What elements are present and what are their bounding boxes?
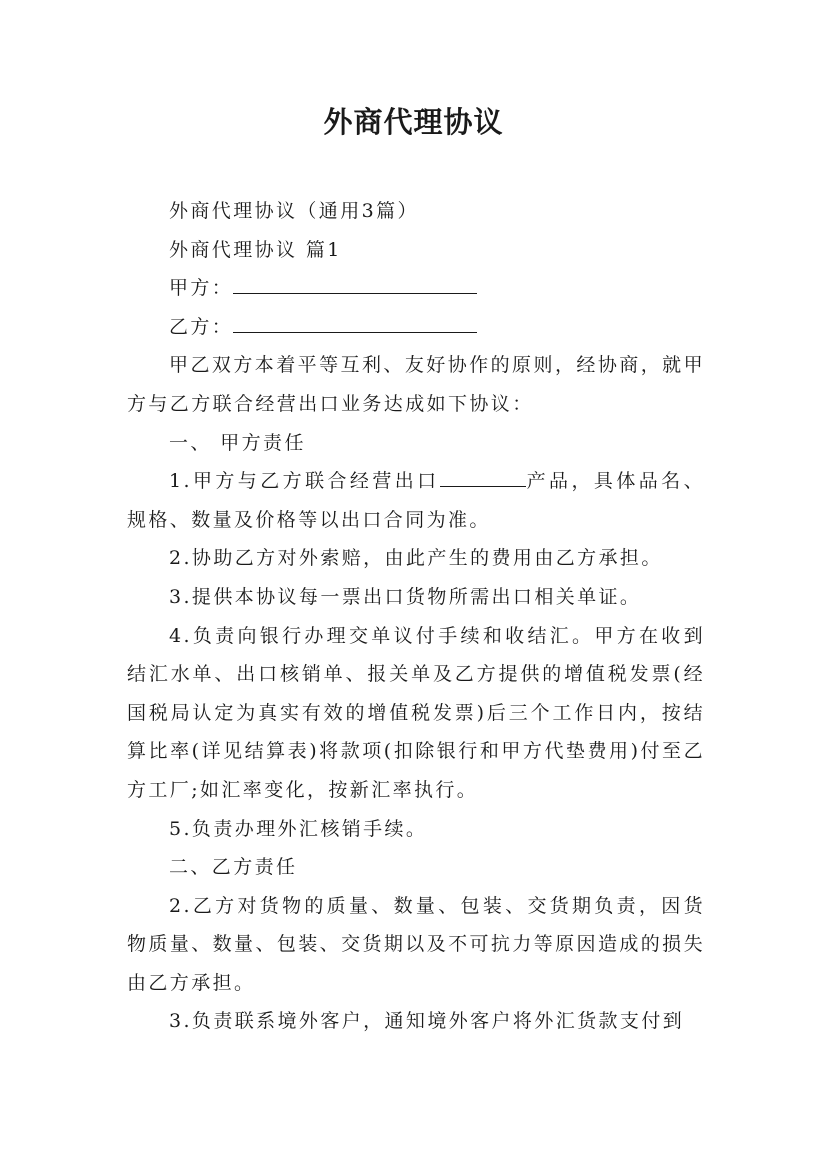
section2-heading: 二、乙方责任 [169, 856, 298, 879]
clause-a1-text-after: 产品，具体品名、规格、数量及价格等以出口合同为准。 [127, 470, 705, 531]
clause-a4: 4.负责向银行办理交单议付手续和收结汇。甲方在收到结汇水单、出口核销单、报关单及乙方提供的增值税发票(经国税局认定为真实有效的增值税发票)后三个工作日内，按结算比率(详见结算表)将款项(扣除银行和甲方代垫费用)付至乙方工厂;如汇率变化，按新汇率执行。 [127, 624, 705, 801]
party-b-blank [233, 311, 477, 333]
clause-b2: 2.乙方对货物的质量、数量、包装、交货期负责，因货物质量、数量、包装、交货期以及不可抗力等原因造成的损失由乙方承担。 [127, 894, 705, 994]
clause-a1-text-before: 1.甲方与乙方联合经营出口 [169, 470, 440, 493]
part-heading: 外商代理协议 篇1 [169, 238, 342, 261]
clause-a5: 5.负责办理外汇核销手续。 [169, 817, 428, 840]
document-body [127, 192, 705, 1041]
clause-b3: 3.负责联系境外客户，通知境外客户将外汇货款支付到 [169, 1010, 685, 1033]
clause-a3: 3.提供本协议每一票出口货物所需出口相关单证。 [169, 585, 642, 608]
document-title: 外商代理协议 [323, 105, 504, 139]
section1-heading: 一、 甲方责任 [169, 431, 306, 454]
party-a-blank [233, 272, 477, 294]
clause-a2: 2.协助乙方对外索赔，由此产生的费用由乙方承担。 [169, 547, 663, 570]
subtitle-line: 外商代理协议（通用3篇） [169, 200, 419, 222]
product-blank [440, 465, 526, 487]
party-b-label: 乙方： [169, 315, 234, 338]
party-a-line [127, 269, 705, 308]
party-b-line [127, 308, 705, 347]
party-a-label: 甲方： [169, 277, 234, 300]
clause-a1 [127, 462, 705, 539]
preamble-paragraph: 甲乙双方本着平等互利、友好协作的原则，经协商，就甲方与乙方联合经营出口业务达成如下协议： [127, 354, 705, 415]
